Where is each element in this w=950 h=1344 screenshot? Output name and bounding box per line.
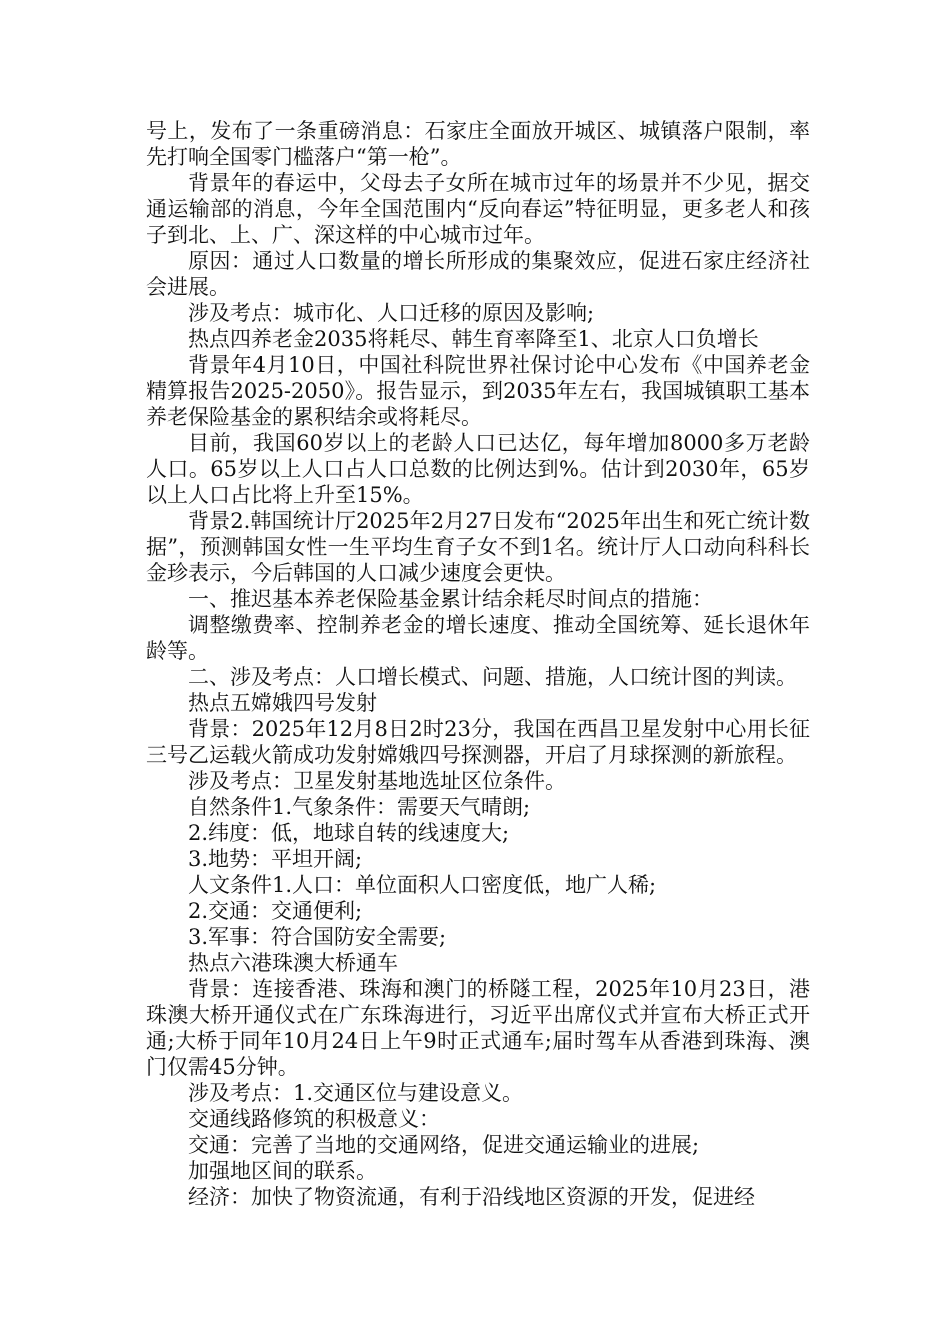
paragraph: 2.纬度：低，地球自转的线速度大; (188, 821, 510, 845)
paragraph: 调整缴费率、控制养老金的增长速度、推动全国统筹、延长退休年龄等。 (146, 613, 810, 663)
paragraph: 涉及考点：1.交通区位与建设意义。 (188, 1081, 524, 1105)
paragraph: 背景年4月10日，中国社科院世界社保讨论中心发布《中国养老金精算报告2025-2050》。报告显示，到2035年左右，我国城镇职工基本养老保险基金的累积结余或将耗尽。 (146, 353, 810, 429)
paragraph: 一、推迟基本养老保险基金累计结余耗尽时间点的措施： (188, 587, 713, 611)
paragraph: 号上，发布了一条重磅消息：石家庄全面放开城区、城镇落户限制，率先打响全国零门槛落户“第一枪”。 (146, 119, 810, 169)
paragraph: 交通线路修筑的积极意义： (188, 1107, 440, 1131)
paragraph: 涉及考点：卫星发射基地选址区位条件。 (188, 769, 566, 793)
paragraph: 经济：加快了物资流通，有利于沿线地区资源的开发，促进经 (188, 1185, 755, 1209)
paragraph: 背景：2025年12月8日2时23分，我国在西昌卫星发射中心用长征三号乙运载火箭成功发射嫦娥四号探测器，开启了月球探测的新旅程。 (146, 717, 810, 767)
paragraph: 3.军事：符合国防安全需要; (188, 925, 447, 949)
section-heading: 热点四养老金2035将耗尽、韩生育率降至1、北京人口负增长 (188, 327, 759, 351)
document-page (146, 118, 810, 1210)
paragraph: 目前，我国60岁以上的老龄人口已达亿，每年增加8000多万老龄人口。65岁以上人口占人口总数的比例达到%。估计到2030年，65岁以上人口占比将上升至15%。 (146, 431, 810, 507)
paragraph: 涉及考点：城市化、人口迁移的原因及影响; (188, 301, 595, 325)
paragraph: 3.地势：平坦开阔; (188, 847, 363, 871)
paragraph: 背景年的春运中，父母去子女所在城市过年的场景并不少见，据交通运输部的消息，今年全国范围内“反向春运”特征明显，更多老人和孩子到北、上、广、深这样的中心城市过年。 (146, 171, 810, 247)
paragraph: 背景：连接香港、珠海和澳门的桥隧工程，2025年10月23日，港珠澳大桥开通仪式在广东珠海进行，习近平出席仪式并宣布大桥正式开通;大桥于同年10月24日上午9时正式通车;届时驾车从香港到珠海、澳门仅需45分钟。 (146, 977, 810, 1079)
paragraph: 原因：通过人口数量的增长所形成的集聚效应，促进石家庄经济社会进展。 (146, 249, 810, 299)
paragraph: 二、涉及考点：人口增长模式、问题、措施，人口统计图的判读。 (188, 665, 797, 689)
paragraph: 人文条件1.人口：单位面积人口密度低，地广人稀; (188, 873, 657, 897)
paragraph: 加强地区间的联系。 (188, 1159, 377, 1183)
paragraph: 交通：完善了当地的交通网络，促进交通运输业的进展; (188, 1133, 700, 1157)
paragraph: 背景2.韩国统计厅2025年2月27日发布“2025年出生和死亡统计数据”，预测韩国女性一生平均生育子女不到1名。统计厅人口动向科科长金珍表示，今后韩国的人口减少速度会更快。 (146, 509, 810, 585)
section-heading: 热点五嫦娥四号发射 (188, 691, 377, 715)
section-heading: 热点六港珠澳大桥通车 (188, 951, 398, 975)
paragraph: 2.交通：交通便利; (188, 899, 363, 923)
paragraph: 自然条件1.气象条件：需要天气晴朗; (188, 795, 531, 819)
